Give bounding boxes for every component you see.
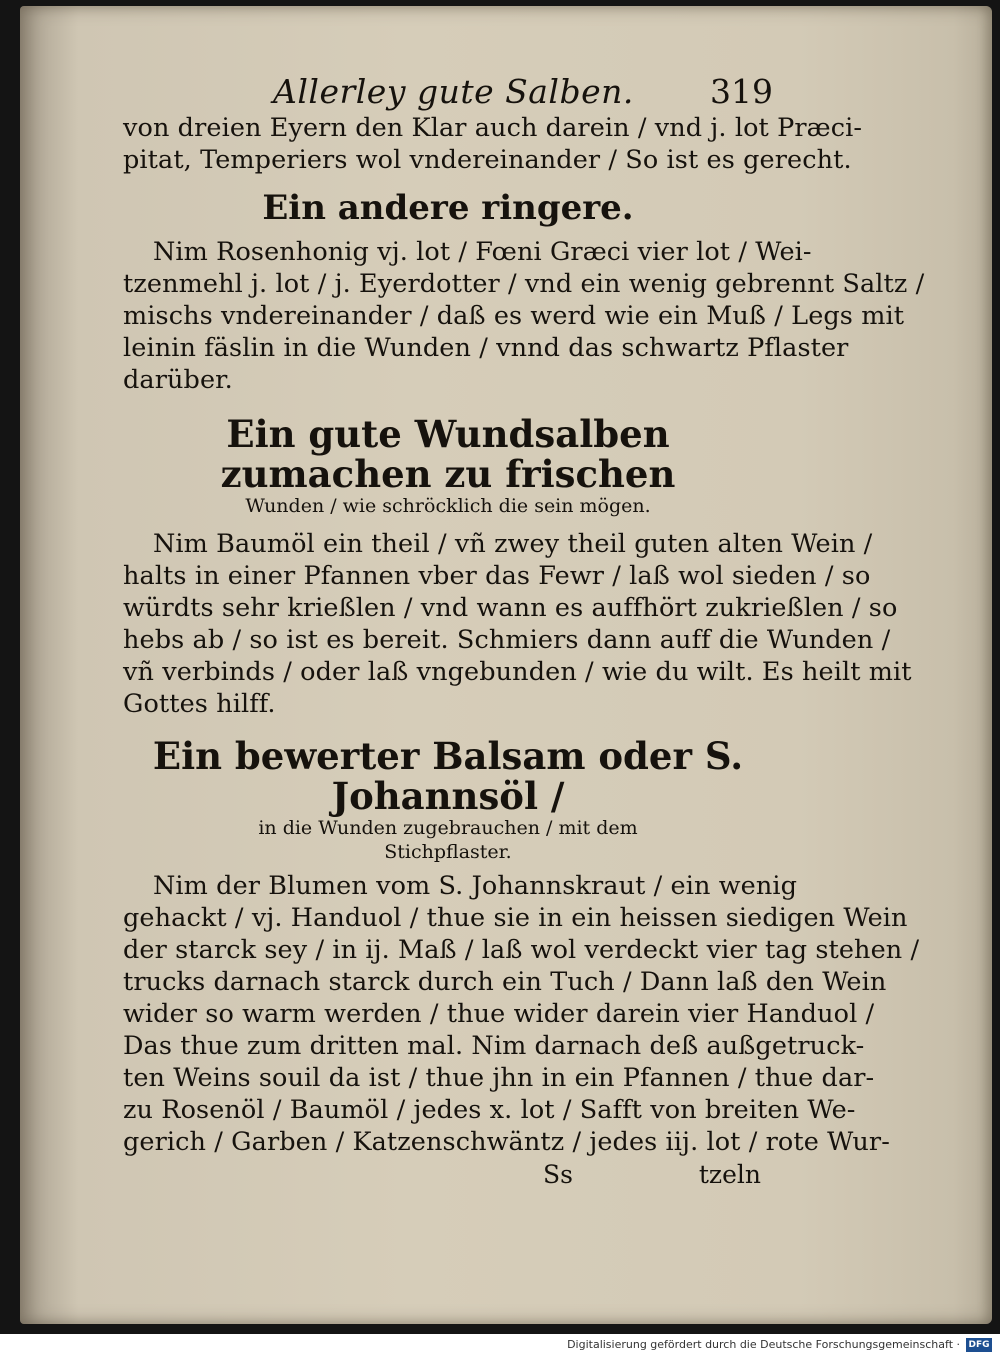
catchword: tzeln <box>698 1160 761 1189</box>
recipe-paragraph <box>123 870 920 1158</box>
continuation-paragraph <box>123 112 863 176</box>
text-line: wider so warm werden / thue wider darein vier Handuol / <box>123 999 875 1029</box>
text-line: hebs ab / so ist es bereit. Schmiers dann auff die Wunden / <box>123 625 891 655</box>
page-number: 319 <box>710 72 773 111</box>
subheading-line: Stichpflaster. <box>384 841 512 863</box>
text-line: ten Weins souil da ist / thue jhn in ein Pfannen / thue dar- <box>123 1063 875 1093</box>
subheading-line: in die Wunden zugebrauchen / mit dem <box>258 817 638 839</box>
section-heading: Ein gute Wundsalben zumachen zu frischen <box>220 412 676 496</box>
text-line: Nim Baumöl ein theil / vñ zwey theil guten alten Wein / <box>153 529 873 559</box>
text-line: von dreien Eyern den Klar auch darein / vnd j. lot Præci- <box>123 113 863 143</box>
text-line: zu Rosenöl / Baumöl / jedes x. lot / Safft von breiten We- <box>123 1095 856 1125</box>
text-line: leinin fäslin in die Wunden / vnnd das schwartz Pflaster <box>123 333 849 363</box>
text-line: gerich / Garben / Katzenschwäntz / jedes iij. lot / rote Wur- <box>123 1127 890 1157</box>
text-line: mischs vndereinander / daß es werd wie ein Muß / Legs mit <box>123 301 905 331</box>
funding-note: Digitalisierung gefördert durch die Deutsche Forschungsgemeinschaft · <box>567 1338 960 1351</box>
text-line: würdts sehr krießlen / vnd wann es auffhört zukrießlen / so <box>123 593 898 623</box>
dfg-logo: DFG <box>966 1338 992 1352</box>
text-line: Nim der Blumen vom S. Johannskraut / ein wenig <box>153 871 798 901</box>
section-heading: Ein andere ringere. <box>262 188 634 228</box>
text-line: Gottes hilff. <box>123 689 276 719</box>
recipe-paragraph <box>123 528 912 720</box>
text-line: Nim Rosenhonig vj. lot / Fœni Græci vier lot / Wei- <box>153 237 812 267</box>
text-line: der starck sey / in ij. Maß / laß wol verdeckt vier tag stehen / <box>123 935 920 965</box>
signature-mark: Ss <box>543 1160 573 1189</box>
text-line: vñ verbinds / oder laß vngebunden / wie du wilt. Es heilt mit <box>123 657 912 687</box>
text-line: halts in einer Pfannen vber das Fewr / laß wol sieden / so <box>123 561 871 591</box>
text-line: Das thue zum dritten mal. Nim darnach deß außgetruck- <box>123 1031 865 1061</box>
running-title: Allerley gute Salben. <box>273 72 634 111</box>
text-block <box>123 66 925 1196</box>
text-line: gehackt / vj. Handuol / thue sie in ein heissen siedigen Wein <box>123 903 908 933</box>
running-head <box>123 66 773 112</box>
footer-bar <box>0 1334 1000 1357</box>
text-line: trucks darnach starck durch ein Tuch / Dann laß den Wein <box>123 967 887 997</box>
section-subheading: Wunden / wie schröcklich die sein mögen. <box>245 495 651 517</box>
book-page <box>20 6 992 1324</box>
text-line: darüber. <box>123 365 233 395</box>
section-heading: Ein bewerter Balsam oder S. Johannsöl / <box>152 734 744 818</box>
recipe-paragraph <box>123 236 925 396</box>
section-subheading <box>123 816 773 864</box>
text-line: tzenmehl j. lot / j. Eyerdotter / vnd ein wenig gebrennt Saltz / <box>123 269 925 299</box>
text-line: pitat, Temperiers wol vndereinander / So ist es gerecht. <box>123 145 852 175</box>
catchword-line <box>123 1160 773 1196</box>
